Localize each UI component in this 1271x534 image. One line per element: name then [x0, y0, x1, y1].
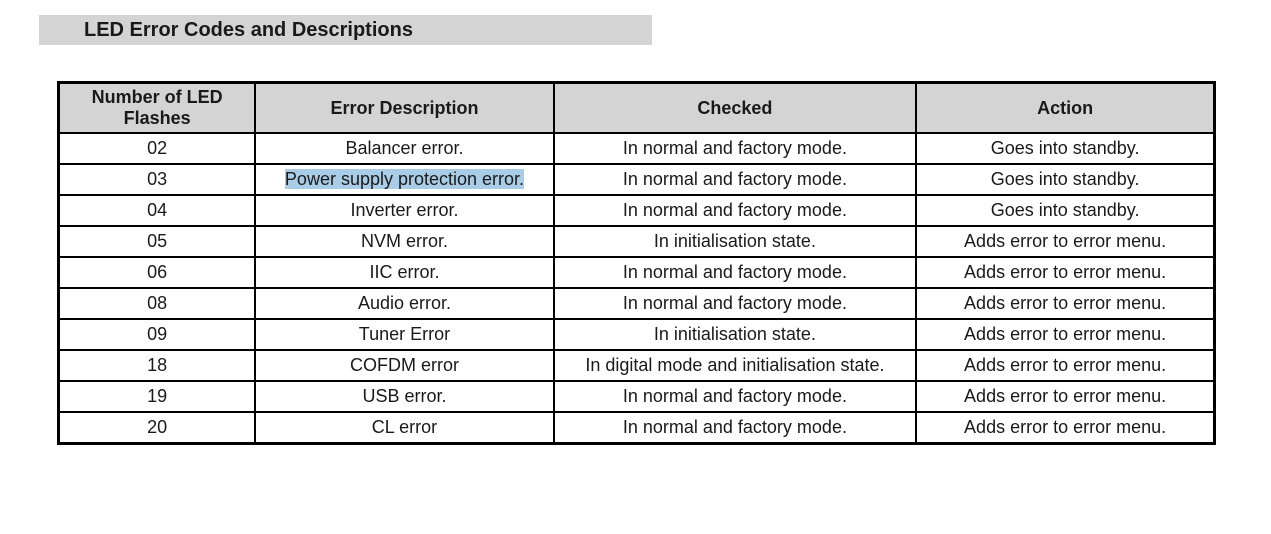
cell-flashes[interactable]: 04	[59, 195, 256, 226]
cell-flashes[interactable]: 18	[59, 350, 256, 381]
table-row	[59, 164, 1215, 195]
cell-checked[interactable]: In normal and factory mode.	[554, 133, 917, 164]
cell-checked[interactable]: In normal and factory mode.	[554, 288, 917, 319]
section-header-bar	[39, 15, 652, 45]
cell-action[interactable]: Goes into standby.	[916, 133, 1214, 164]
header-checked: Checked	[554, 83, 917, 134]
cell-description[interactable]: Inverter error.	[255, 195, 553, 226]
cell-description[interactable]: CL error	[255, 412, 553, 444]
table-row	[59, 288, 1215, 319]
cell-action[interactable]: Adds error to error menu.	[916, 288, 1214, 319]
cell-action[interactable]: Adds error to error menu.	[916, 350, 1214, 381]
cell-description[interactable]: COFDM error	[255, 350, 553, 381]
cell-flashes[interactable]: 06	[59, 257, 256, 288]
table-row	[59, 319, 1215, 350]
cell-checked[interactable]: In normal and factory mode.	[554, 164, 917, 195]
table-header-row	[59, 83, 1215, 134]
cell-checked[interactable]: In initialisation state.	[554, 226, 917, 257]
section-title: LED Error Codes and Descriptions	[84, 19, 413, 41]
cell-checked[interactable]: In normal and factory mode.	[554, 257, 917, 288]
cell-description[interactable]: IIC error.	[255, 257, 553, 288]
cell-action[interactable]: Adds error to error menu.	[916, 257, 1214, 288]
table-row	[59, 381, 1215, 412]
cell-action[interactable]: Adds error to error menu.	[916, 226, 1214, 257]
cell-action[interactable]: Goes into standby.	[916, 195, 1214, 226]
cell-flashes[interactable]: 02	[59, 133, 256, 164]
cell-flashes[interactable]: 20	[59, 412, 256, 444]
cell-action[interactable]: Adds error to error menu.	[916, 412, 1214, 444]
cell-action[interactable]: Adds error to error menu.	[916, 381, 1214, 412]
cell-flashes[interactable]: 03	[59, 164, 256, 195]
cell-checked[interactable]: In initialisation state.	[554, 319, 917, 350]
cell-flashes[interactable]: 09	[59, 319, 256, 350]
cell-description[interactable]: Balancer error.	[255, 133, 553, 164]
cell-checked[interactable]: In normal and factory mode.	[554, 195, 917, 226]
header-error-description: Error Description	[255, 83, 553, 134]
cell-flashes[interactable]: 19	[59, 381, 256, 412]
cell-action[interactable]: Adds error to error menu.	[916, 319, 1214, 350]
cell-description[interactable]: Audio error.	[255, 288, 553, 319]
table-row	[59, 133, 1215, 164]
selected-text-highlight[interactable]: Power supply protection error.	[284, 169, 525, 189]
cell-checked[interactable]: In digital mode and initialisation state.	[554, 350, 917, 381]
led-error-table	[57, 81, 1216, 445]
cell-checked[interactable]: In normal and factory mode.	[554, 412, 917, 444]
cell-action[interactable]: Goes into standby.	[916, 164, 1214, 195]
cell-flashes[interactable]: 08	[59, 288, 256, 319]
cell-description[interactable]	[255, 164, 553, 195]
table-row	[59, 412, 1215, 444]
cell-description[interactable]: USB error.	[255, 381, 553, 412]
cell-checked[interactable]: In normal and factory mode.	[554, 381, 917, 412]
header-led-flashes: Number of LED Flashes	[59, 83, 256, 134]
cell-description[interactable]: Tuner Error	[255, 319, 553, 350]
table-row	[59, 350, 1215, 381]
table-row	[59, 195, 1215, 226]
table-row	[59, 257, 1215, 288]
cell-flashes[interactable]: 05	[59, 226, 256, 257]
table-row	[59, 226, 1215, 257]
cell-description[interactable]: NVM error.	[255, 226, 553, 257]
header-action: Action	[916, 83, 1214, 134]
